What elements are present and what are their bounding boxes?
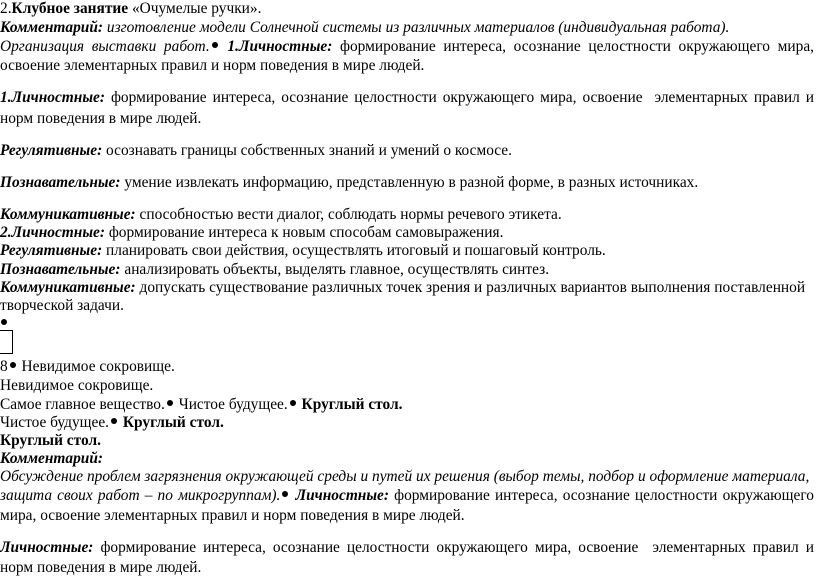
paragraph-line	[0, 206, 562, 224]
paragraph-line	[0, 396, 403, 414]
paragraph-line	[0, 487, 814, 505]
communicative-label: Коммуникативные:	[0, 279, 136, 296]
topic-text: Чистое будущее.	[0, 414, 110, 431]
paragraph-text: формирование интереса к новым способам самовыражения.	[104, 224, 504, 241]
paragraph-line	[0, 110, 201, 128]
paragraph-text: формирование интереса, осознание целостности окружающего	[388, 487, 814, 504]
heading-text: «Очумелые ручки».	[128, 0, 262, 17]
personal-label: Личностные:	[0, 539, 94, 556]
paragraph-text: норм поведения в мире людей.	[0, 110, 202, 127]
comment-text: изготовление модели Солнечной системы из различных материалов (индивидуальная работа).	[103, 19, 730, 36]
comment-line	[0, 468, 809, 486]
paragraph-line	[0, 57, 424, 75]
paragraph-line	[0, 414, 224, 432]
paragraph-text: способностью вести диалог, соблюдать нормы речевого этикета.	[135, 206, 562, 223]
paragraph-text: формирование интереса, осознание целостности окружающего мира, освоение элементарных правил и	[93, 539, 814, 556]
personal-label: 1.Личностные:	[219, 38, 333, 55]
paragraph-text: допускать существование различных точек зрения и различных вариантов выполнения поставленной	[135, 279, 806, 296]
italic-text: Организация выставки работ.	[0, 38, 210, 55]
image-placeholder-frame	[0, 330, 13, 354]
round-table-text: Круглый стол.	[119, 414, 224, 431]
item-number: 2.	[0, 0, 12, 17]
topic-text: Чистое будущее.	[174, 396, 288, 413]
paragraph-line	[0, 279, 805, 297]
communicative-label: Коммуникативные:	[0, 206, 136, 223]
comment-line	[0, 450, 103, 468]
paragraph-text: творческой задачи.	[0, 297, 124, 314]
italic-text: защита своих работ – по микрогруппам).	[0, 487, 281, 504]
paragraph-text: мира, освоение элементарных правил и норм поведения в мире людей.	[0, 507, 465, 524]
comment-label: Комментарий:	[0, 450, 104, 467]
cognitive-label: Познавательные:	[0, 174, 121, 191]
paragraph-line	[0, 224, 503, 242]
paragraph-text: умение извлекать информацию, представленную в разной форме, в разных источниках.	[120, 174, 699, 191]
heading-text: Невидимое сокровище.	[17, 358, 175, 375]
cognitive-label: Познавательные:	[0, 261, 121, 278]
personal-label: 2.Личностные:	[0, 224, 105, 241]
section-heading-round-table	[0, 432, 101, 450]
personal-label: Личностные:	[290, 487, 389, 504]
bullet-icon	[282, 491, 288, 497]
comment-label: Комментарий:	[0, 19, 104, 36]
section-heading-club	[0, 0, 261, 18]
paragraph-line	[0, 539, 814, 557]
paragraph-line	[0, 174, 698, 192]
comment-text: Обсуждение проблем загрязнения окружающей среды и путей их решения (выбор темы, подбор и оформление материала,	[0, 468, 810, 485]
paragraph-text: Невидимое сокровище.	[0, 377, 154, 394]
paragraph-text: осознавать границы собственных знаний и умений о космосе.	[102, 142, 512, 159]
personal-label: 1.Личностные:	[0, 89, 105, 106]
topic-text: Самое главное вещество.	[0, 396, 165, 413]
paragraph-text: формирование интереса, осознание целостности окружающего мира,	[332, 38, 815, 55]
comment-line	[0, 19, 729, 37]
bullet-icon	[10, 362, 16, 368]
paragraph-line	[0, 89, 814, 107]
paragraph-text: норм поведения в мире людей.	[0, 559, 202, 576]
bullet-icon	[212, 42, 218, 48]
bullet-icon	[167, 400, 173, 406]
paragraph-text: освоение элементарных правил и норм поведения в мире людей.	[0, 57, 425, 74]
bold-heading: Клубное занятие	[11, 0, 129, 17]
paragraph-line	[0, 242, 606, 260]
paragraph-text: планировать свои действия, осуществлять итоговый и пошаговый контроль.	[102, 242, 606, 259]
paragraph-line	[0, 377, 153, 395]
paragraph-text: анализировать объекты, выделять главное, осуществлять синтез.	[120, 261, 550, 278]
section-heading-treasure	[0, 358, 175, 376]
regulative-label: Регулятивные:	[0, 142, 103, 159]
paragraph-line	[0, 38, 814, 56]
paragraph-line	[0, 559, 201, 577]
round-table-text: Круглый стол.	[297, 396, 403, 413]
paragraph-line	[0, 261, 549, 279]
bullet-icon	[290, 400, 296, 406]
bullet-icon	[111, 418, 117, 424]
paragraph-line	[0, 142, 512, 160]
paragraph-line	[0, 507, 465, 525]
regulative-label: Регулятивные:	[0, 242, 103, 259]
paragraph-text: формирование интереса, осознание целостности окружающего мира, освоение элементарных правил и	[104, 89, 814, 106]
item-number: 8	[0, 358, 8, 375]
paragraph-line	[0, 297, 124, 315]
bold-heading: Круглый стол.	[0, 432, 101, 449]
bullet-icon	[1, 319, 7, 325]
